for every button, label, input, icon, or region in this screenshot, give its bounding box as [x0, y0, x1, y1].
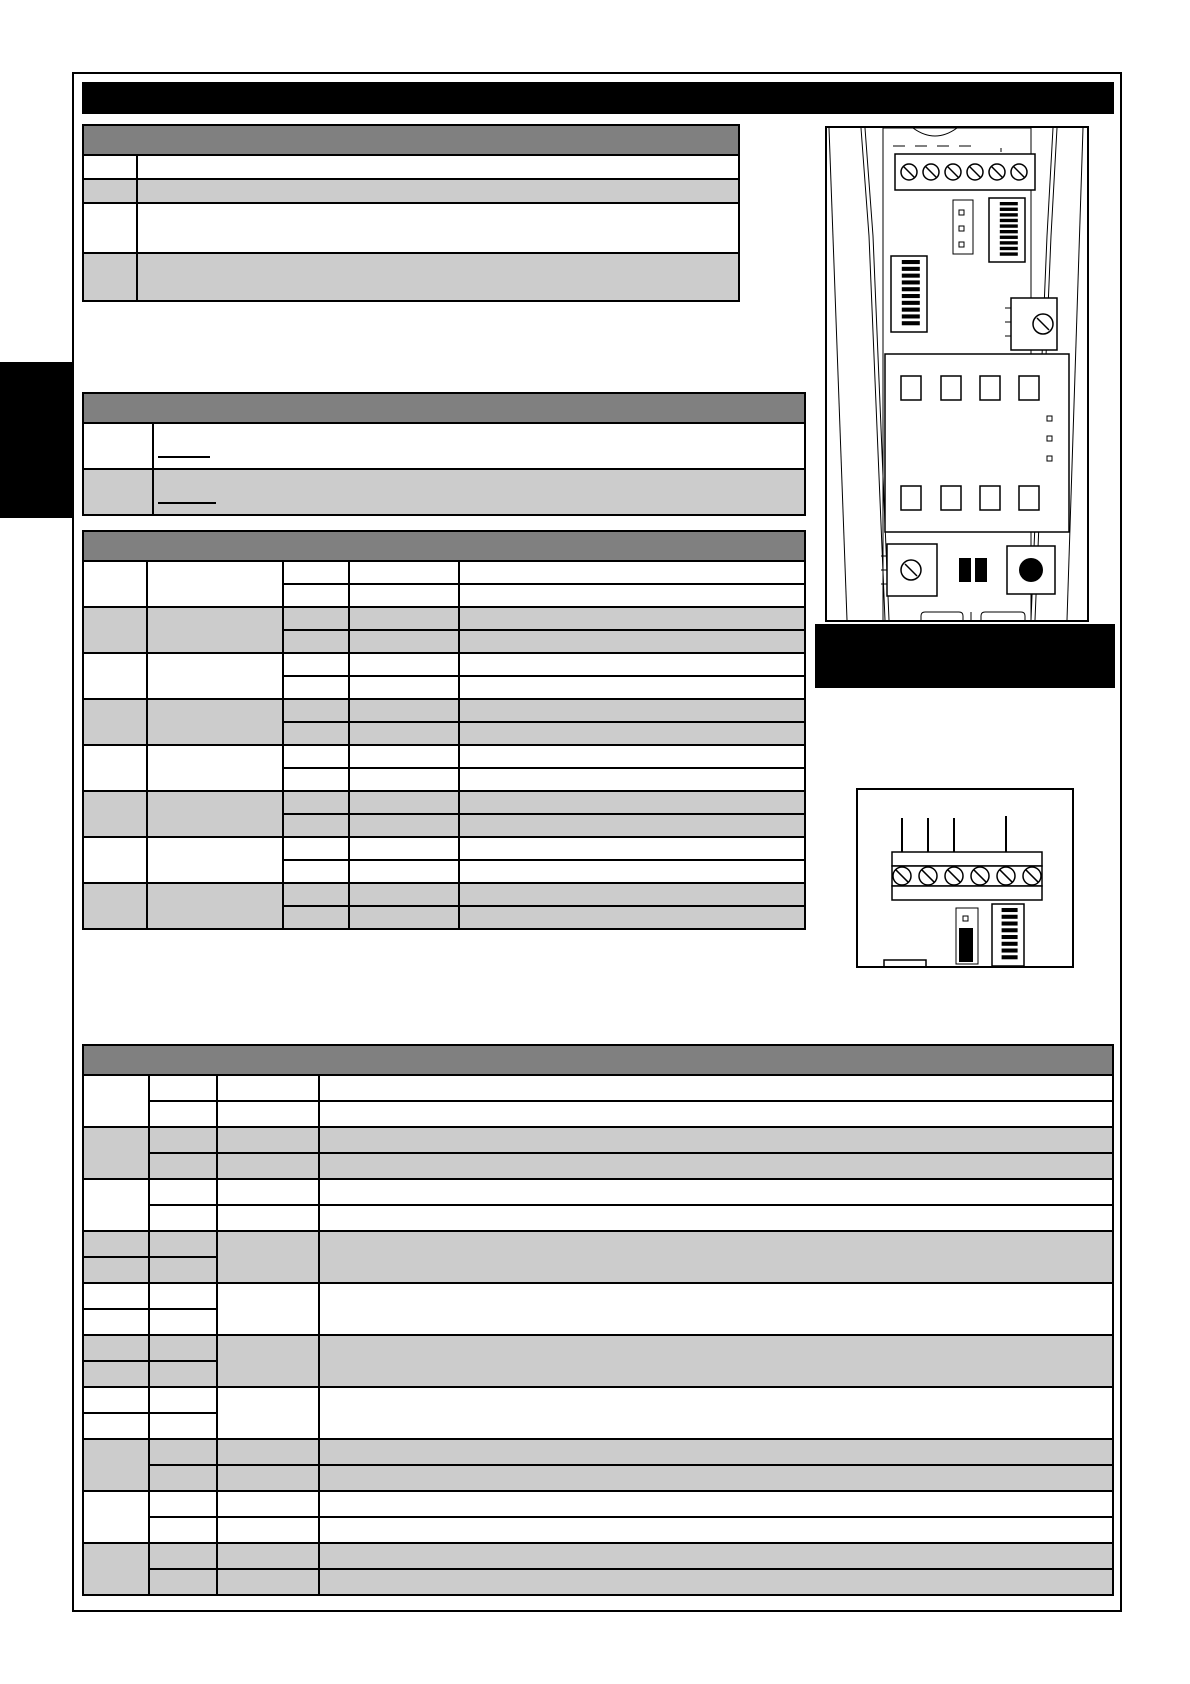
table-3-cell	[349, 745, 459, 768]
underline-mark	[158, 502, 216, 504]
table-3-name	[147, 791, 283, 837]
table-3-cell	[459, 883, 805, 906]
table-4-row	[83, 1101, 1113, 1127]
table-4-row	[83, 1465, 1113, 1491]
table-4-cell	[319, 1569, 1113, 1595]
table-4-cell	[217, 1231, 319, 1283]
table-3-cell	[349, 722, 459, 745]
table-3-code	[83, 699, 147, 745]
table-3-cell	[459, 676, 805, 699]
table-3-cell	[459, 814, 805, 837]
table-4-cell	[217, 1335, 319, 1387]
table-4-row	[83, 1179, 1113, 1205]
table-3-code	[83, 837, 147, 883]
table-4-row	[83, 1543, 1113, 1569]
table-4-row	[83, 1387, 1113, 1413]
table-4-cell	[217, 1517, 319, 1543]
table-4-code	[83, 1387, 149, 1413]
table-2	[82, 392, 806, 516]
table-4-code	[83, 1335, 149, 1361]
table-4-code	[83, 1413, 149, 1439]
table-3-cell	[459, 768, 805, 791]
table-4-cell	[217, 1101, 319, 1127]
table-4-row	[83, 1283, 1113, 1309]
table-3-name	[147, 653, 283, 699]
table-2-text	[153, 469, 805, 515]
table-4-code	[83, 1231, 149, 1257]
table-3-code	[83, 745, 147, 791]
table-4-cell	[319, 1439, 1113, 1465]
table-3-cell	[459, 584, 805, 607]
table-1	[82, 124, 740, 302]
table-4-cell	[149, 1205, 217, 1231]
table-4-cell	[319, 1283, 1113, 1335]
table-4-cell	[319, 1465, 1113, 1491]
table-4-cell	[149, 1309, 217, 1335]
table-4-code	[83, 1075, 149, 1127]
table-4-cell	[149, 1569, 217, 1595]
table-4-cell	[319, 1517, 1113, 1543]
table-4-code	[83, 1543, 149, 1595]
table-4-cell	[319, 1101, 1113, 1127]
table-3-row	[83, 791, 805, 814]
table-3-cell	[459, 653, 805, 676]
table-3-cell	[283, 653, 349, 676]
table-4-cell	[217, 1153, 319, 1179]
table-3-cell	[283, 883, 349, 906]
table-4-cell	[217, 1387, 319, 1439]
table-3-cell	[283, 561, 349, 584]
table-4-cell	[149, 1543, 217, 1569]
table-4-cell	[149, 1491, 217, 1517]
table-3-code	[83, 791, 147, 837]
table-4-cell	[149, 1517, 217, 1543]
table-3-cell	[283, 699, 349, 722]
table-3-cell	[283, 607, 349, 630]
table-4-code	[83, 1257, 149, 1283]
underline-mark	[158, 456, 210, 458]
table-4-cell	[149, 1465, 217, 1491]
table-3-row	[83, 607, 805, 630]
table-3-cell	[459, 630, 805, 653]
table-1-text	[137, 155, 739, 179]
table-4-code	[83, 1283, 149, 1309]
table-3-cell	[349, 699, 459, 722]
table-3-cell	[349, 676, 459, 699]
table-4	[82, 1044, 1114, 1596]
page-title-bar	[82, 82, 1114, 114]
table-1-text	[137, 253, 739, 301]
table-4-cell	[217, 1075, 319, 1101]
table-4-row	[83, 1075, 1113, 1101]
table-4-cell	[149, 1361, 217, 1387]
table-3-cell	[459, 837, 805, 860]
table-3-cell	[349, 561, 459, 584]
table-3-cell	[283, 860, 349, 883]
table-3-cell	[349, 584, 459, 607]
table-3-cell	[349, 860, 459, 883]
table-4-row	[83, 1205, 1113, 1231]
table-4-cell	[149, 1075, 217, 1101]
table-4-cell	[217, 1569, 319, 1595]
table-3-cell	[283, 768, 349, 791]
table-4-cell	[149, 1413, 217, 1439]
table-4-cell	[217, 1179, 319, 1205]
table-3-cell	[459, 860, 805, 883]
table-3-code	[83, 653, 147, 699]
terminal-detail-diagram	[856, 788, 1074, 968]
table-3-name	[147, 561, 283, 607]
table-4-cell	[319, 1491, 1113, 1517]
table-4-code	[83, 1309, 149, 1335]
table-3-row	[83, 837, 805, 860]
table-3-cell	[349, 883, 459, 906]
table-3-cell	[349, 653, 459, 676]
table-4-row	[83, 1491, 1113, 1517]
table-4-heading	[83, 1045, 1113, 1075]
table-4-cell	[149, 1127, 217, 1153]
table-4-cell	[149, 1231, 217, 1257]
table-3-cell	[349, 607, 459, 630]
table-3-row	[83, 653, 805, 676]
table-3-cell	[459, 561, 805, 584]
table-3-row	[83, 561, 805, 584]
table-3-cell	[459, 906, 805, 929]
table-4-cell	[149, 1335, 217, 1361]
table-3-cell	[349, 630, 459, 653]
table-3-cell	[283, 791, 349, 814]
table-3-name	[147, 699, 283, 745]
table-3-row	[83, 699, 805, 722]
table-3-code	[83, 561, 147, 607]
table-3-name	[147, 745, 283, 791]
table-3-cell	[349, 837, 459, 860]
table-3-row	[83, 745, 805, 768]
table-3-cell	[283, 814, 349, 837]
table-4-row	[83, 1231, 1113, 1257]
table-2-heading	[83, 393, 805, 423]
table-4-cell	[319, 1205, 1113, 1231]
table-1-text	[137, 203, 739, 253]
table-3-code	[83, 883, 147, 929]
table-4-code	[83, 1127, 149, 1179]
table-4-cell	[149, 1387, 217, 1413]
table-3-cell	[459, 745, 805, 768]
table-4-cell	[319, 1075, 1113, 1101]
table-3-cell	[459, 699, 805, 722]
table-1-code	[83, 179, 137, 203]
table-4-row	[83, 1335, 1113, 1361]
table-4-cell	[217, 1543, 319, 1569]
table-4-cell	[319, 1543, 1113, 1569]
figure-caption	[815, 624, 1115, 688]
table-3-cell	[283, 676, 349, 699]
table-2-code	[83, 469, 153, 515]
table-4-cell	[149, 1179, 217, 1205]
table-3-heading	[83, 531, 805, 561]
table-4-row	[83, 1439, 1113, 1465]
table-4-cell	[319, 1387, 1113, 1439]
table-3-name	[147, 837, 283, 883]
table-4-row	[83, 1153, 1113, 1179]
table-4-code	[83, 1179, 149, 1231]
table-4-cell	[217, 1491, 319, 1517]
table-1-code	[83, 253, 137, 301]
table-4-code	[83, 1439, 149, 1491]
table-3-cell	[349, 814, 459, 837]
table-4-cell	[149, 1101, 217, 1127]
table-3-code	[83, 607, 147, 653]
table-3-cell	[283, 722, 349, 745]
table-3-name	[147, 883, 283, 929]
table-4-code	[83, 1361, 149, 1387]
table-4-cell	[149, 1257, 217, 1283]
table-3-cell	[283, 584, 349, 607]
section-tab	[0, 362, 72, 518]
table-4-cell	[319, 1127, 1113, 1153]
table-4-cell	[217, 1205, 319, 1231]
table-1-code	[83, 155, 137, 179]
table-3-cell	[349, 791, 459, 814]
table-1-text	[137, 179, 739, 203]
table-4-cell	[217, 1283, 319, 1335]
table-3-cell	[349, 768, 459, 791]
table-4-code	[83, 1491, 149, 1543]
table-2-code	[83, 423, 153, 469]
table-3-cell	[459, 722, 805, 745]
table-2-text	[153, 423, 805, 469]
control-board-diagram	[825, 126, 1089, 622]
table-4-cell	[217, 1439, 319, 1465]
table-4-row	[83, 1127, 1113, 1153]
table-3-row	[83, 883, 805, 906]
table-3-cell	[349, 906, 459, 929]
table-3-cell	[283, 837, 349, 860]
table-4-cell	[319, 1231, 1113, 1283]
page-title	[82, 89, 90, 106]
table-4-cell	[319, 1335, 1113, 1387]
table-4-cell	[149, 1283, 217, 1309]
table-4-cell	[149, 1153, 217, 1179]
table-3-cell	[283, 745, 349, 768]
table-4-cell	[319, 1153, 1113, 1179]
table-4-row	[83, 1569, 1113, 1595]
table-3-cell	[283, 906, 349, 929]
table-3-cell	[459, 607, 805, 630]
table-4-cell	[149, 1439, 217, 1465]
table-1-heading	[83, 125, 739, 155]
table-3-cell	[283, 630, 349, 653]
table-3-cell	[459, 791, 805, 814]
table-3-name	[147, 607, 283, 653]
table-4-row	[83, 1517, 1113, 1543]
table-3	[82, 530, 806, 930]
table-4-cell	[319, 1179, 1113, 1205]
table-1-code	[83, 203, 137, 253]
table-4-cell	[217, 1127, 319, 1153]
table-4-cell	[217, 1465, 319, 1491]
